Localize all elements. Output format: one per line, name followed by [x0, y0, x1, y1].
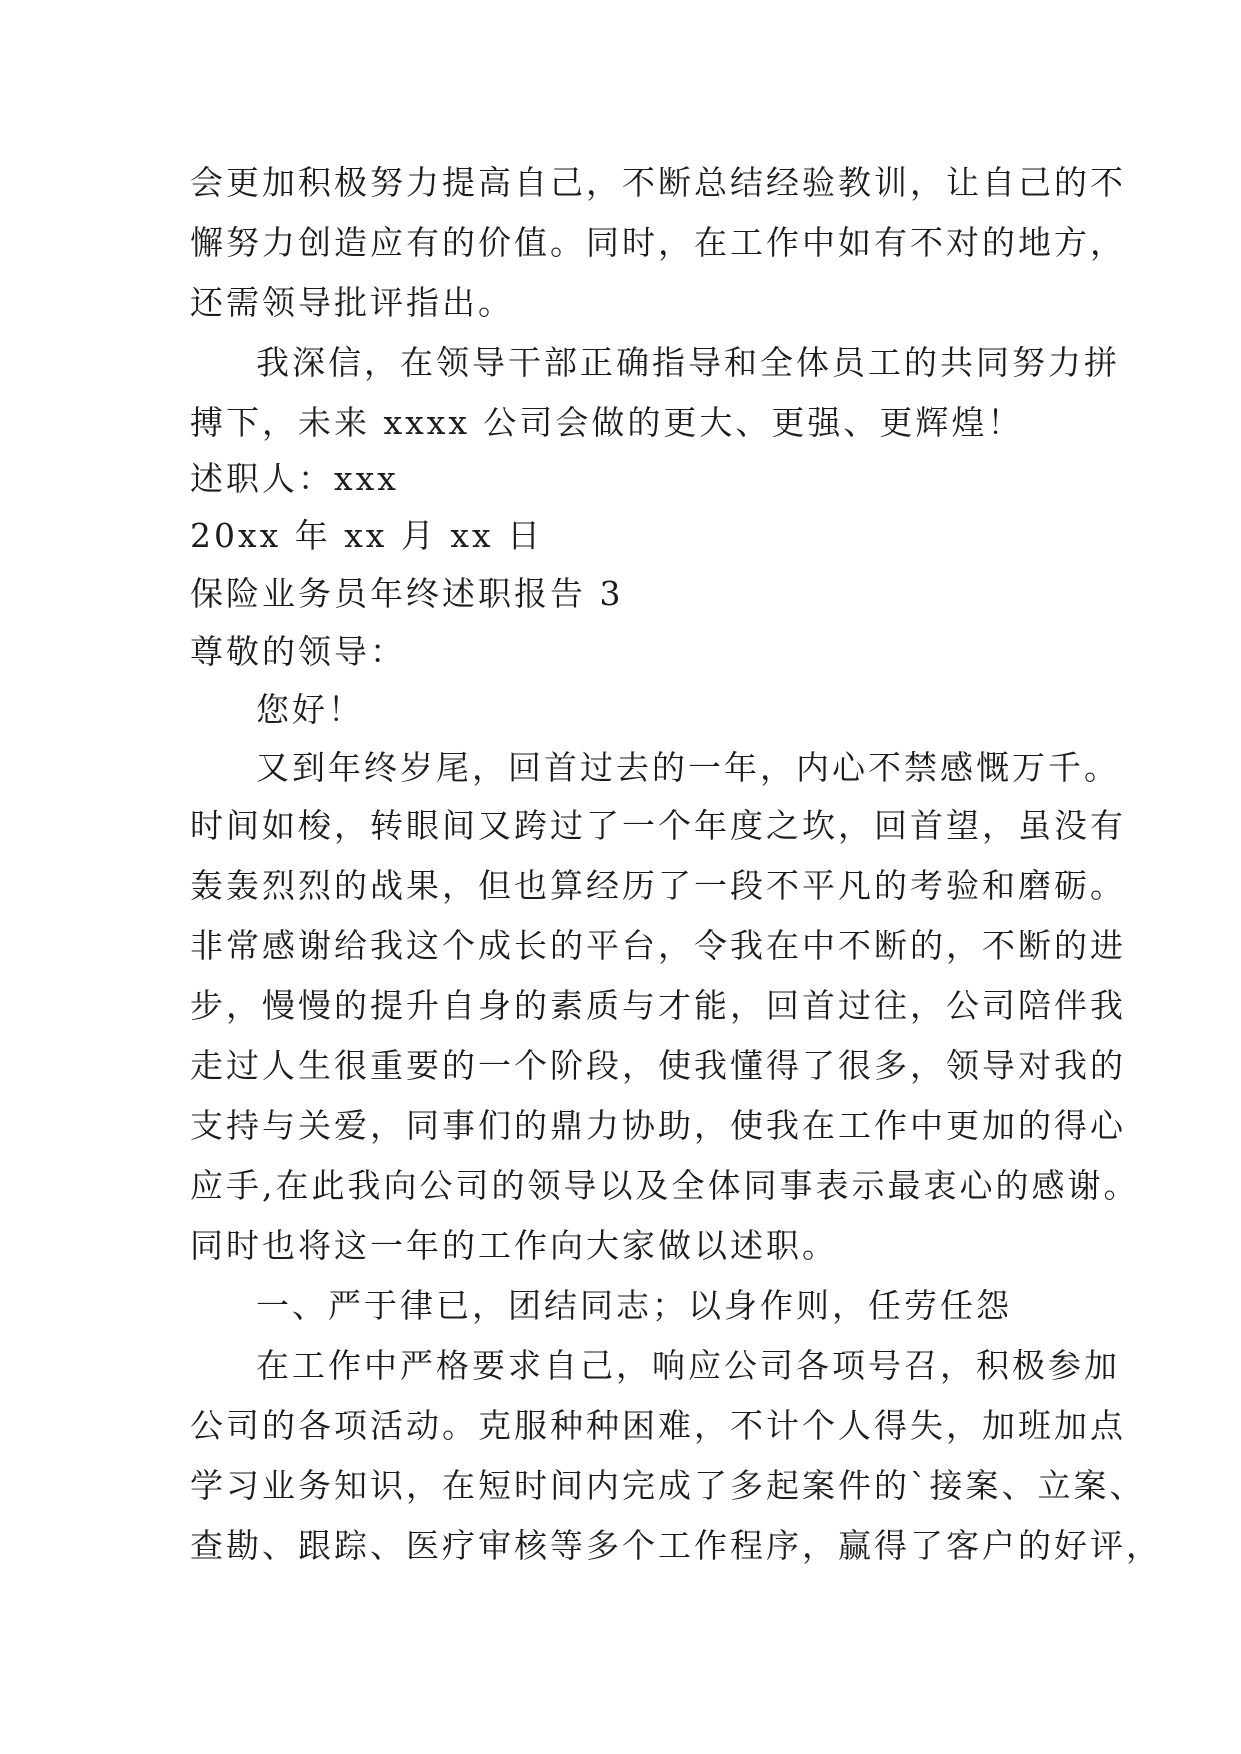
section-title: 保险业务员年终述职报告 3	[190, 574, 624, 613]
text-line: 支持与关爱，同事们的鼎力协助，使我在工作中更加的得心	[190, 1106, 1126, 1145]
signature-line: 述职人：xxx	[190, 459, 399, 498]
text-line: 学习业务知识，在短时间内完成了多起案件的`接案、立案、	[190, 1466, 1146, 1505]
text-line: 轰轰烈烈的战果，但也算经历了一段不平凡的考验和磨砺。	[190, 866, 1126, 905]
text-line: 搏下，未来 xxxx 公司会做的更大、更强、更辉煌！	[190, 403, 1024, 442]
section-heading: 一、严于律已，团结同志；以身作则，任劳任怨	[256, 1286, 1012, 1325]
text-line: 非常感谢给我这个成长的平台，令我在中不断的，不断的进	[190, 926, 1126, 965]
date-line: 20xx 年 xx 月 xx 日	[190, 516, 544, 555]
text-line: 会更加积极努力提高自己，不断总结经验教训，让自己的不	[190, 163, 1126, 202]
text-line: 公司的各项活动。克服种种困难，不计个人得失，加班加点	[190, 1406, 1126, 1445]
text-line: 步，慢慢的提升自身的素质与才能，回首过往，公司陪伴我	[190, 986, 1126, 1025]
text-line: 还需领导批评指出。	[190, 283, 514, 322]
greeting: 您好！	[256, 690, 364, 729]
text-line: 走过人生很重要的一个阶段，使我懂得了很多，领导对我的	[190, 1046, 1126, 1085]
text-line: 查勘、跟踪、医疗审核等多个工作程序，赢得了客户的好评，	[190, 1526, 1162, 1565]
text-line: 应手,在此我向公司的领导以及全体同事表示最衷心的感谢。	[190, 1166, 1140, 1205]
text-line: 时间如梭，转眼间又跨过了一个年度之坎，回首望，虽没有	[190, 806, 1126, 845]
paragraph-start-line: 又到年终岁尾，回首过去的一年，内心不禁感慨万千。	[256, 748, 1120, 787]
paragraph-start-line: 我深信，在领导干部正确指导和全体员工的共同努力拼	[256, 343, 1120, 382]
text-line: 懈努力创造应有的价值。同时，在工作中如有不对的地方，	[190, 223, 1126, 262]
paragraph-start-line: 在工作中严格要求自己，响应公司各项号召，积极参加	[256, 1346, 1120, 1385]
salutation: 尊敬的领导：	[190, 632, 406, 671]
text-line: 同时也将这一年的工作向大家做以述职。	[190, 1226, 838, 1265]
